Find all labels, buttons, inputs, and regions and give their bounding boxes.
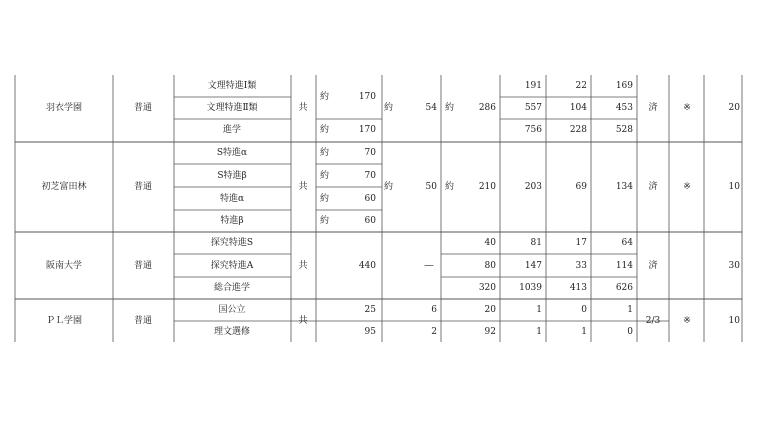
status-cell: 済 xyxy=(648,261,658,271)
value-cell: 320 xyxy=(478,283,496,293)
value-cell: 20 xyxy=(484,305,496,315)
capacity-value: 25 xyxy=(364,305,376,315)
stat-cell: 626 xyxy=(615,283,633,293)
stat-cell: 69 xyxy=(575,182,587,192)
capacity-value: 170 xyxy=(358,92,376,102)
course-name: 理文選修 xyxy=(213,327,251,337)
value-cell: 286 xyxy=(478,103,496,113)
course-name: 進学 xyxy=(222,125,242,135)
course-name: 特進α xyxy=(219,194,245,204)
department: 普通 xyxy=(133,103,153,113)
capacity-value: 60 xyxy=(364,216,376,226)
coed-mark: 共 xyxy=(298,261,308,271)
value-cell: 80 xyxy=(484,261,496,271)
stat-cell: 228 xyxy=(569,125,587,135)
status-cell: 済 xyxy=(648,103,658,113)
course-name: S特進β xyxy=(217,171,247,181)
school-name: ＰＬ学園 xyxy=(45,316,83,326)
stat-cell: 81 xyxy=(530,238,542,248)
school-name: 阪南大学 xyxy=(45,261,83,271)
value-prefix: 約 xyxy=(445,103,455,113)
school-name: 羽衣学園 xyxy=(45,103,83,113)
stat-cell: 17 xyxy=(575,238,587,248)
capacity-prefix: 約 xyxy=(320,194,330,204)
capacity-prefix: 約 xyxy=(320,92,330,102)
value-cell: 6 xyxy=(431,305,437,315)
capacity-value: 95 xyxy=(364,327,376,337)
department: 普通 xyxy=(133,261,153,271)
course-name: 文理特進Ⅰ類 xyxy=(207,81,257,91)
stat-cell: 1 xyxy=(536,305,542,315)
stat-cell: 413 xyxy=(569,283,587,293)
capacity-value: 170 xyxy=(358,125,376,135)
capacity-prefix: 約 xyxy=(320,148,330,158)
course-name: 探究特進A xyxy=(210,261,254,271)
coed-mark: 共 xyxy=(298,182,308,192)
stat-cell: 528 xyxy=(615,125,633,135)
last-column-value: 10 xyxy=(728,182,740,192)
course-name: 特進β xyxy=(220,216,244,226)
capacity-prefix: 約 xyxy=(320,216,330,226)
value-prefix: 約 xyxy=(384,103,394,113)
course-name: S特進α xyxy=(216,148,248,158)
stat-cell: 756 xyxy=(524,125,542,135)
capacity-value: 70 xyxy=(364,148,376,158)
stat-cell: 169 xyxy=(615,81,633,91)
stat-cell: 0 xyxy=(581,305,587,315)
value-cell: 40 xyxy=(484,238,496,248)
value-cell: 50 xyxy=(425,182,437,192)
stat-cell: 64 xyxy=(621,238,633,248)
dash-cell: ― xyxy=(424,261,434,271)
stat-cell: 134 xyxy=(615,182,633,192)
value-prefix: 約 xyxy=(445,182,455,192)
last-column-value: 20 xyxy=(728,103,740,113)
capacity-prefix: 約 xyxy=(320,125,330,135)
stat-cell: 104 xyxy=(569,103,587,113)
coed-mark: 共 xyxy=(298,316,308,326)
status-cell: 済 xyxy=(648,182,658,192)
coed-mark: 共 xyxy=(298,103,308,113)
stat-cell: 33 xyxy=(575,261,587,271)
stat-cell: 1 xyxy=(581,327,587,337)
value-prefix: 約 xyxy=(384,182,394,192)
status-cell: 2/3 xyxy=(645,316,661,326)
capacity-value: 70 xyxy=(364,171,376,181)
capacity-value: 440 xyxy=(358,261,376,271)
stat-cell: 114 xyxy=(615,261,633,271)
capacity-prefix: 約 xyxy=(320,171,330,181)
course-name: 国公立 xyxy=(218,305,246,315)
stat-cell: 1039 xyxy=(519,283,542,293)
stat-cell: 0 xyxy=(627,327,633,337)
value-cell: 210 xyxy=(478,182,496,192)
note-mark: ※ xyxy=(683,182,691,192)
stat-cell: 1 xyxy=(627,305,633,315)
stat-cell: 191 xyxy=(524,81,542,91)
stat-cell: 147 xyxy=(524,261,542,271)
value-cell: 54 xyxy=(425,103,437,113)
value-cell: 92 xyxy=(484,327,496,337)
department: 普通 xyxy=(133,316,153,326)
course-name: 探究特進S xyxy=(210,238,254,248)
note-mark: ※ xyxy=(683,316,691,326)
course-name: 総合進学 xyxy=(213,283,251,293)
capacity-value: 60 xyxy=(364,194,376,204)
last-column-value: 10 xyxy=(728,316,740,326)
stat-cell: 453 xyxy=(615,103,633,113)
stat-cell: 1 xyxy=(536,327,542,337)
stat-cell: 557 xyxy=(524,103,542,113)
school-name: 初芝富田林 xyxy=(41,182,87,192)
value-cell: 2 xyxy=(431,327,437,337)
note-mark: ※ xyxy=(683,103,691,113)
department: 普通 xyxy=(133,182,153,192)
stat-cell: 203 xyxy=(524,182,542,192)
stat-cell: 22 xyxy=(575,81,587,91)
last-column-value: 30 xyxy=(728,261,740,271)
course-name: 文理特進Ⅱ類 xyxy=(206,103,258,113)
